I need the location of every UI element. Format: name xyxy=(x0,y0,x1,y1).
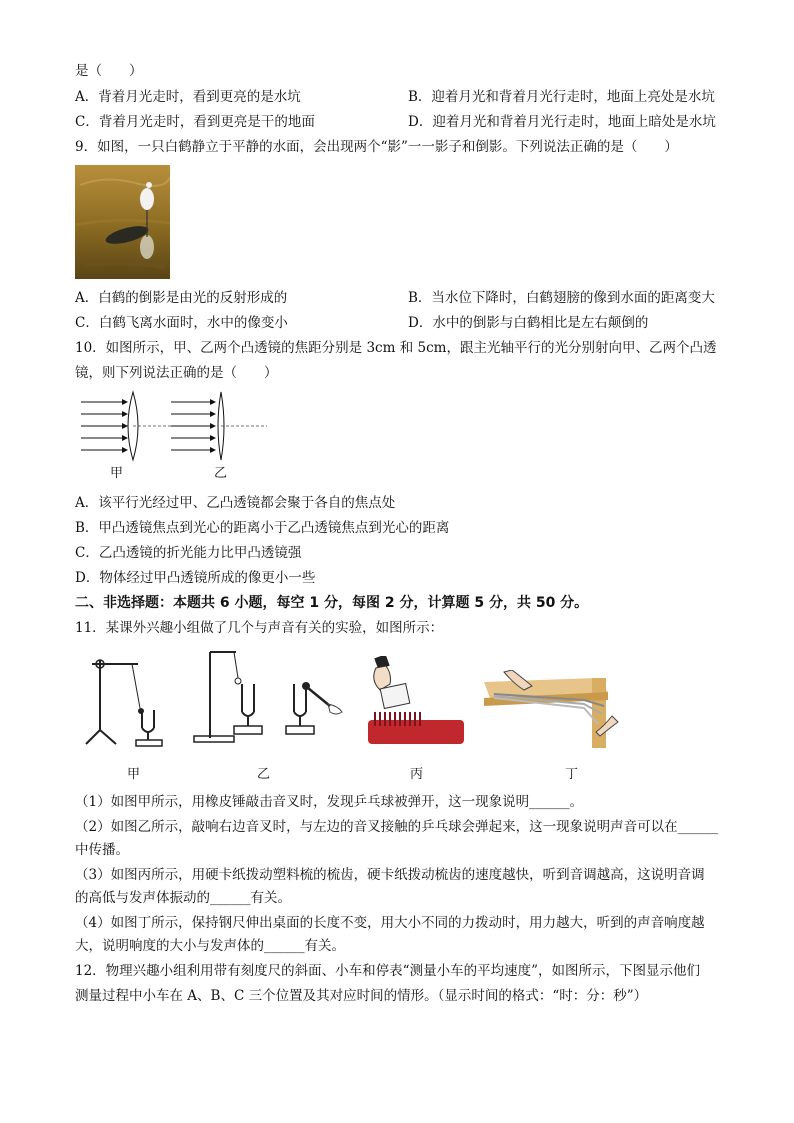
figure-jia xyxy=(80,650,180,750)
section-2-heading: 二、非选择题：本题共 6 小题，每空 1 分，每图 2 分，计算题 5 分，共 50 分。 xyxy=(75,595,589,611)
q9-option-b: B．当水位下降时，白鹤翅膀的像到水面的距离变大 xyxy=(408,290,715,306)
q10-stem-line1: 10．如图所示，甲、乙两个凸透镜的焦距分别是 3cm 和 5cm，跟主光轴平行的光分别射向甲、乙两个凸透 xyxy=(75,340,717,356)
q8-option-c: C．背着月光走时，看到更亮是干的地面 xyxy=(75,114,315,130)
q11-part4-line1: （4）如图丁所示，保持钢尺伸出桌面的长度不变，用大小不同的力拨动时，用力越大，听到的声音响度越 xyxy=(75,915,705,931)
fig-caption-jia: 甲 xyxy=(127,767,141,782)
figure-bing xyxy=(362,656,472,750)
crane-photo xyxy=(75,165,170,279)
q8-option-d: D．迎着月光和背着月光行走时，地面上暗处是水坑 xyxy=(408,114,716,130)
q10-option-c: C．乙凸透镜的折光能力比甲凸透镜强 xyxy=(75,545,302,561)
figure-ding xyxy=(484,670,624,752)
q11-part4-line2: 大，说明响度的大小与发声体的______有关。 xyxy=(75,938,345,954)
q8-tail: 是（ ） xyxy=(75,63,143,79)
q10-stem-line2: 镜，则下列说法正确的是（ ） xyxy=(75,365,278,381)
figure-yi xyxy=(190,648,350,748)
lens-yi xyxy=(171,392,267,460)
q10-option-a: A．该平行光经过甲、乙凸透镜都会聚于各自的焦点处 xyxy=(75,495,396,511)
lens-jia-label: 甲 xyxy=(110,466,124,481)
q8-option-a: A．背着月光走时，看到更亮的是水坑 xyxy=(75,89,301,105)
q8-option-b: B．迎着月光和背着月光行走时，地面上亮处是水坑 xyxy=(408,89,715,105)
q10-option-d: D．物体经过甲凸透镜所成的像更小一些 xyxy=(75,570,316,586)
q11-part3-line1: （3）如图丙所示，用硬卡纸拨动塑料梳的梳齿，硬卡纸拨动梳齿的速度越快，听到音调越高，这说明音调 xyxy=(75,867,705,883)
q9-option-a: A．白鹤的倒影是由光的反射形成的 xyxy=(75,290,288,306)
q9-stem: 9．如图，一只白鹤静立于平静的水面，会出现两个“影”一一影子和倒影。下列说法正确的是（ ） xyxy=(75,139,678,155)
q12-line2: 测量过程中小车在 A、B、C 三个位置及其对应时间的情形。（显示时间的格式：“时：分：秒”） xyxy=(75,988,648,1004)
q9-option-d: D．水中的倒影与白鹤相比是左右颠倒的 xyxy=(408,315,649,331)
q11-part3-line2: 的高低与发声体振动的______有关。 xyxy=(75,890,291,906)
q10-option-b: B．甲凸透镜焦点到光心的距离小于乙凸透镜焦点到光心的距离 xyxy=(75,520,450,536)
q11-part2-line2: 中传播。 xyxy=(75,842,129,858)
fig-caption-yi: 乙 xyxy=(257,767,271,782)
lens-yi-label: 乙 xyxy=(214,466,228,481)
q11-part2-line1: （2）如图乙所示，敲响右边音叉时，与左边的音叉接触的乒乓球会弹起来，这一现象说明声音可以在______ xyxy=(75,819,719,835)
q9-option-c: C．白鹤飞离水面时，水中的像变小 xyxy=(75,315,288,331)
lens-jia xyxy=(81,392,175,460)
q12-line1: 12．物理兴趣小组利用带有刻度尺的斜面、小车和停表“测量小车的平均速度”，如图所示，下图显示他们 xyxy=(75,963,700,979)
q11-stem: 11．某课外兴趣小组做了几个与声音有关的实验，如图所示： xyxy=(75,620,444,636)
fig-caption-ding: 丁 xyxy=(565,767,579,782)
fig-caption-bing: 丙 xyxy=(410,767,424,782)
q11-part1: （1）如图甲所示，用橡皮锤敲击音叉时，发现乒乓球被弹开，这一现象说明______。 xyxy=(75,794,584,810)
convex-lens-diagram xyxy=(75,388,275,483)
